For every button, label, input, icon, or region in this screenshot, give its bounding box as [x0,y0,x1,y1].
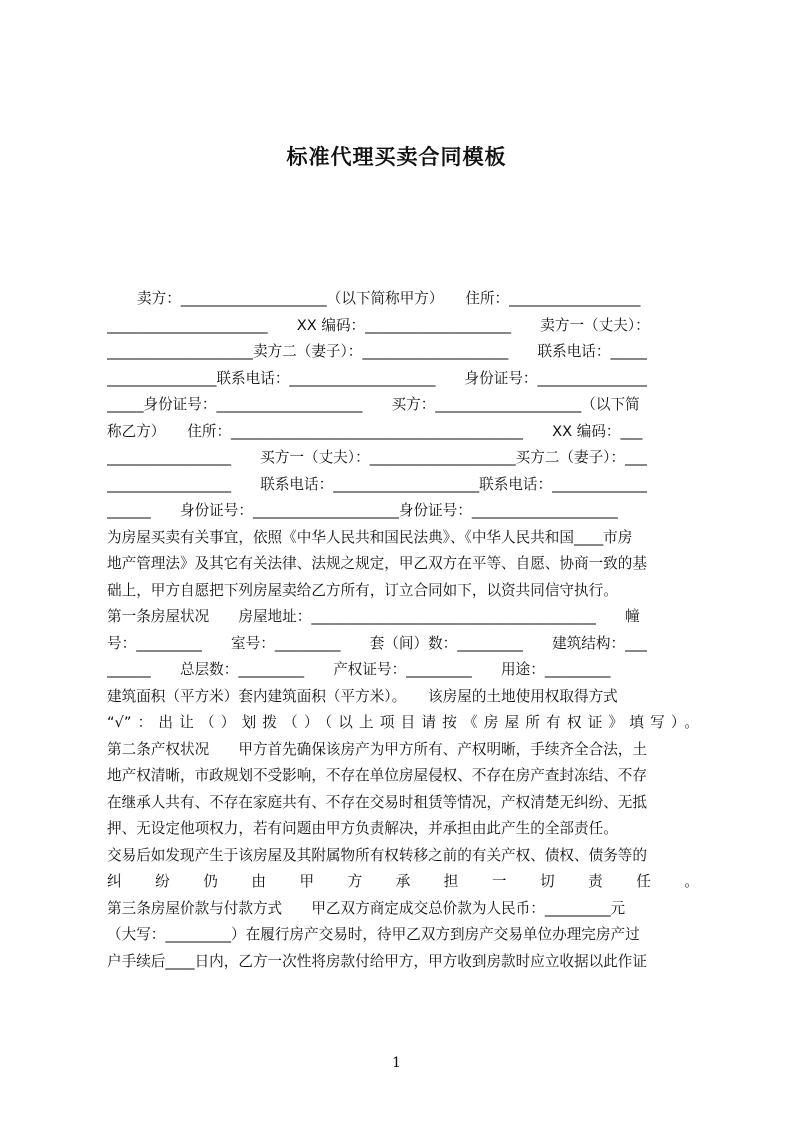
text-line: 地产权清晰，市政规划不受影响，不存在单位房屋侵权、不存在房产查封冻结、不存 [107,767,647,784]
text-line: 号：_________ 室号：_________ 套（间）数：_________ 建筑结构：___ [107,634,647,652]
document-title: 标准代理买卖合同模板 [286,145,507,169]
text-line: 押、无设定他项权力，若有问题由甲方负责解决，并承担由此产生的全部责任。 [107,820,618,837]
text-line: _______________联系电话：____________________ 身份证号：_______________ [107,369,647,387]
contract-body [107,286,699,975]
text-line: 为房屋买卖有关事宜，依照《中华人民共和国民法典》、《中华人民共和国____市房 [107,528,633,546]
text-line: 称乙方） 住所：________________________________________ XX 编码：___ [107,422,643,440]
text-line: 建筑面积（平方米）套内建筑面积（平方米）。 该房屋的土地使用权取得方式 [107,687,618,705]
text-line: 地产管理法》及其它有关法律、法规之规定，甲乙双方在平等、自愿、协商一致的基 [107,555,647,572]
text-line: _____身份证号：____________________ 买方：____________________（以下简 [107,396,640,413]
page-number: 1 [392,1055,401,1071]
text-line: 第一条房屋状况 房屋地址：_______________________________________ 幢 [107,608,640,625]
text-line: ______ 身份证号：____________________身份证号：____________________ [107,502,618,519]
text-line: _________________ 买方一（丈夫）：____________________买方二（妻子）：___ [107,449,647,466]
text-line: 纠纷仍由甲方承担一切责任。 [107,873,699,890]
text-line: 在继承人共有、不存在家庭共有、不存在交易时租赁等情况，产权清楚无纠纷、无抵 [107,793,647,811]
text-line: “√”：出让（）划拨（）（以上项目请按《房屋所有权证》填写）。 [107,714,699,731]
text-line: ____________________卖方二（妻子）：____________________ 联系电话：_____ [107,343,647,360]
text-line: 第二条产权状况 甲方首先确保该房产为甲方所有、产权明晰，手续齐全合法，土 [107,740,647,758]
text-line: （大写：_________）在履行房产交易时，待甲乙双方到房产交易单位办理完房产过 [107,926,640,943]
text-line: 卖方：____________________（以下简称甲方） 住所：__________________ [137,290,641,307]
text-line: 户手续后____日内，乙方一次性将房款付给甲方，甲方收到房款时应立收据以此作证 [107,952,647,970]
text-line: _________________ 联系电话：____________________联系电话：_____________ [107,475,647,493]
text-line: ______ 总层数：_________ 产权证号：_________ 用途：_________ [107,661,611,678]
text-line: ______________________ XX 编码：____________________ 卖方一（丈夫）： [107,316,650,334]
text-line: 第三条房屋价款与付款方式 甲乙双方商定成交总价款为人民币：_________元 [107,899,626,917]
text-line: 交易后如发现产生于该房屋及其附属物所有权转移之前的有关产权、债权、债务等的 [107,846,647,864]
text-line: 础上，甲方自愿把下列房屋卖给乙方所有，订立合同如下，以资共同信守执行。 [107,581,618,599]
